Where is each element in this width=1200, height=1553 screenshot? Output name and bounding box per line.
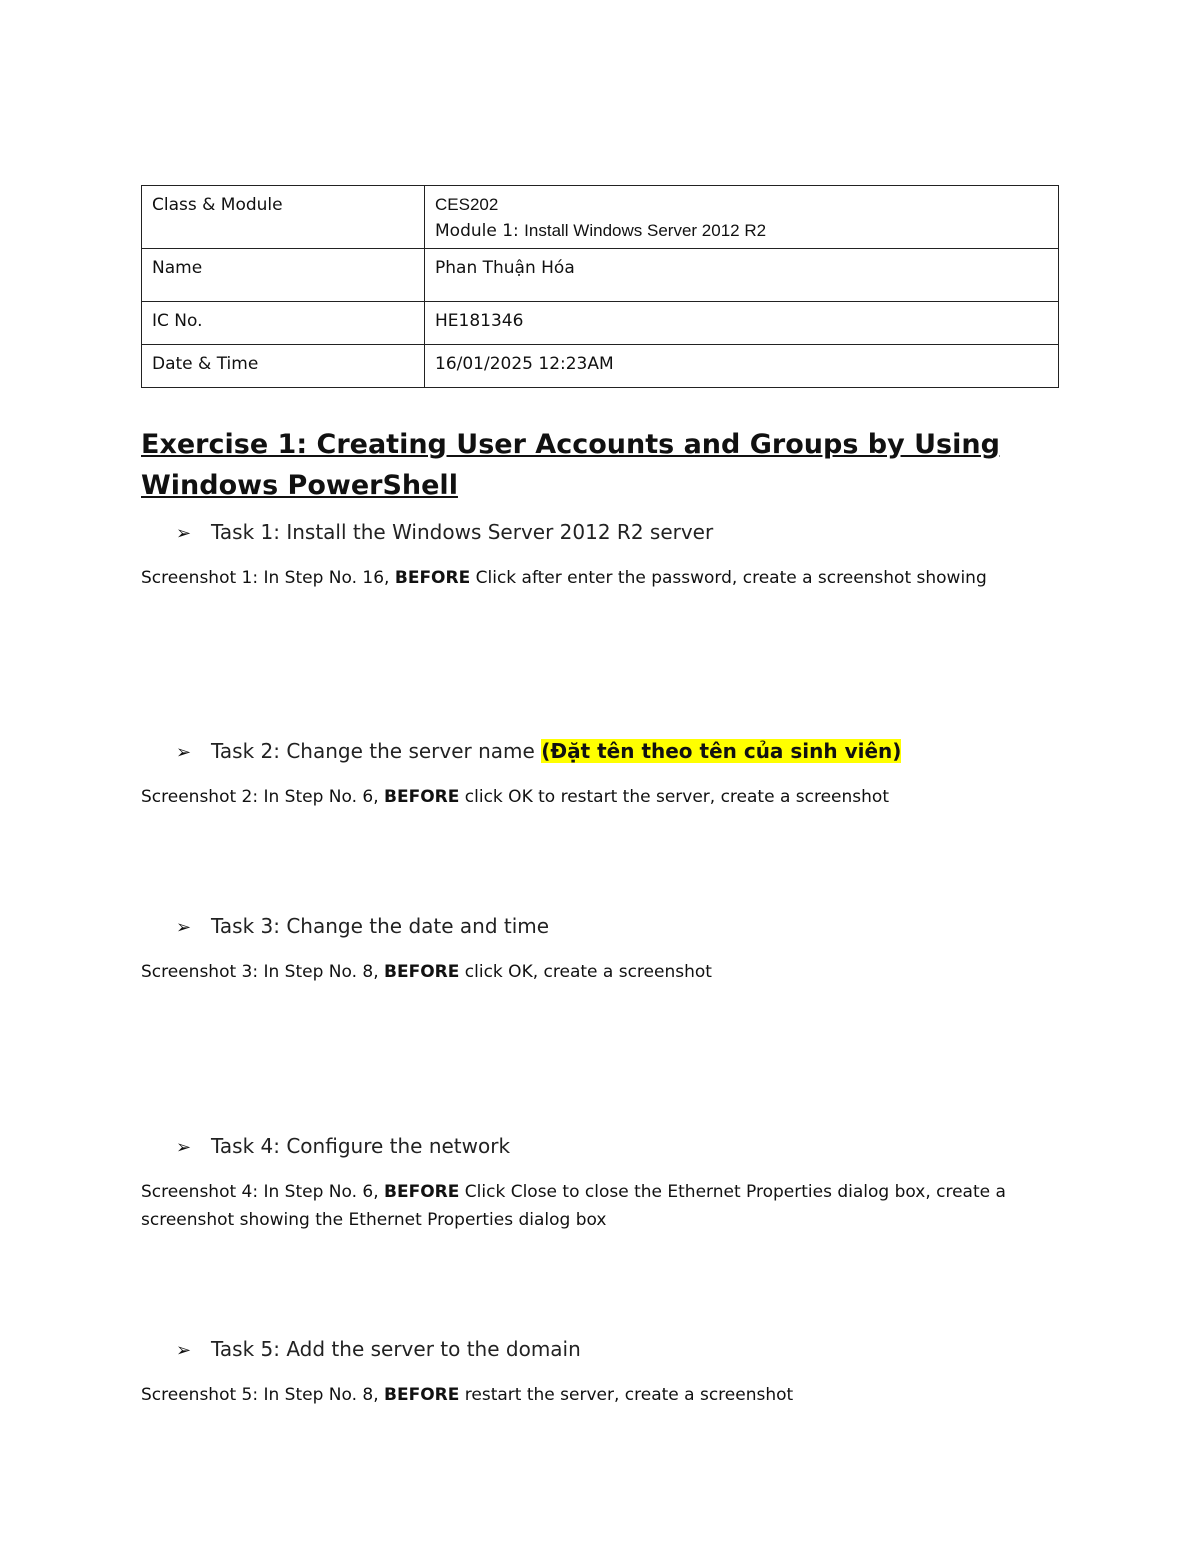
module-prefix: Module 1: bbox=[435, 221, 525, 241]
screenshot-2-before: BEFORE bbox=[384, 787, 460, 807]
module-name bbox=[435, 218, 1048, 244]
screenshot-4-prefix: Screenshot 4: In Step No. 6, bbox=[141, 1182, 385, 1202]
screenshot-1-instruction bbox=[141, 564, 1041, 592]
name-value: Phan Thuận Hóa bbox=[425, 249, 1059, 302]
screenshot-2-text: click OK to restart the server, create a screenshot bbox=[459, 787, 889, 807]
screenshot-3-text: click OK, create a screenshot bbox=[459, 962, 712, 982]
task-3 bbox=[176, 914, 549, 938]
task-5 bbox=[176, 1337, 581, 1361]
exercise-heading: Exercise 1: Creating User Accounts and Groups by Using Windows PowerShell bbox=[141, 429, 1000, 501]
screenshot-3-prefix: Screenshot 3: In Step No. 8, bbox=[141, 962, 385, 982]
task-3-label: Task 3: Change the date and time bbox=[211, 914, 550, 938]
table-row bbox=[142, 302, 1059, 345]
task-2 bbox=[176, 739, 901, 763]
table-row bbox=[142, 345, 1059, 388]
table-row bbox=[142, 249, 1059, 302]
screenshot-4-text: Click Close to close the Ethernet Properties dialog box, create a screenshot showing the Ethernet Properties dialog box bbox=[141, 1182, 1006, 1230]
arrow-bullet-icon: ➢ bbox=[176, 523, 192, 544]
task-4-label: Task 4: Configure the network bbox=[211, 1134, 511, 1158]
name-label: Name bbox=[142, 249, 425, 302]
ic-no-label: IC No. bbox=[142, 302, 425, 345]
screenshot-5-text: restart the server, create a screenshot bbox=[459, 1385, 794, 1405]
screenshot-5-before: BEFORE bbox=[384, 1385, 460, 1405]
screenshot-5-instruction bbox=[141, 1381, 1041, 1409]
task-1-label: Task 1: Install the Windows Server 2012 R2 server bbox=[211, 520, 714, 544]
arrow-bullet-icon: ➢ bbox=[176, 917, 192, 938]
info-table bbox=[141, 185, 1059, 388]
task-5-label: Task 5: Add the server to the domain bbox=[211, 1337, 581, 1361]
task-4 bbox=[176, 1134, 510, 1158]
screenshot-3-before: BEFORE bbox=[384, 962, 460, 982]
class-code: CES202 bbox=[435, 195, 499, 214]
class-module-label: Class & Module bbox=[142, 186, 425, 249]
screenshot-1-prefix: Screenshot 1: In Step No. 16, bbox=[141, 568, 395, 588]
task-2-label: Task 2: Change the server name bbox=[211, 739, 542, 763]
arrow-bullet-icon: ➢ bbox=[176, 1340, 192, 1361]
class-module-value bbox=[425, 186, 1059, 249]
arrow-bullet-icon: ➢ bbox=[176, 1137, 192, 1158]
screenshot-1-text: Click after enter the password, create a screenshot showing bbox=[470, 568, 987, 588]
screenshot-3-instruction bbox=[141, 958, 1041, 986]
module-title: Install Windows Server 2012 R2 bbox=[524, 221, 767, 240]
ic-no-value: HE181346 bbox=[425, 302, 1059, 345]
screenshot-4-before: BEFORE bbox=[384, 1182, 460, 1202]
task-1 bbox=[176, 520, 713, 544]
screenshot-2-instruction bbox=[141, 783, 1041, 811]
screenshot-4-instruction bbox=[141, 1178, 1021, 1234]
screenshot-2-prefix: Screenshot 2: In Step No. 6, bbox=[141, 787, 385, 807]
arrow-bullet-icon: ➢ bbox=[176, 742, 192, 763]
date-time-value: 16/01/2025 12:23AM bbox=[425, 345, 1059, 388]
table-row bbox=[142, 186, 1059, 249]
task-2-highlight: (Đặt tên theo tên của sinh viên) bbox=[541, 739, 902, 763]
screenshot-1-before: BEFORE bbox=[394, 568, 471, 588]
date-time-label: Date & Time bbox=[142, 345, 425, 388]
screenshot-5-prefix: Screenshot 5: In Step No. 8, bbox=[141, 1385, 385, 1405]
